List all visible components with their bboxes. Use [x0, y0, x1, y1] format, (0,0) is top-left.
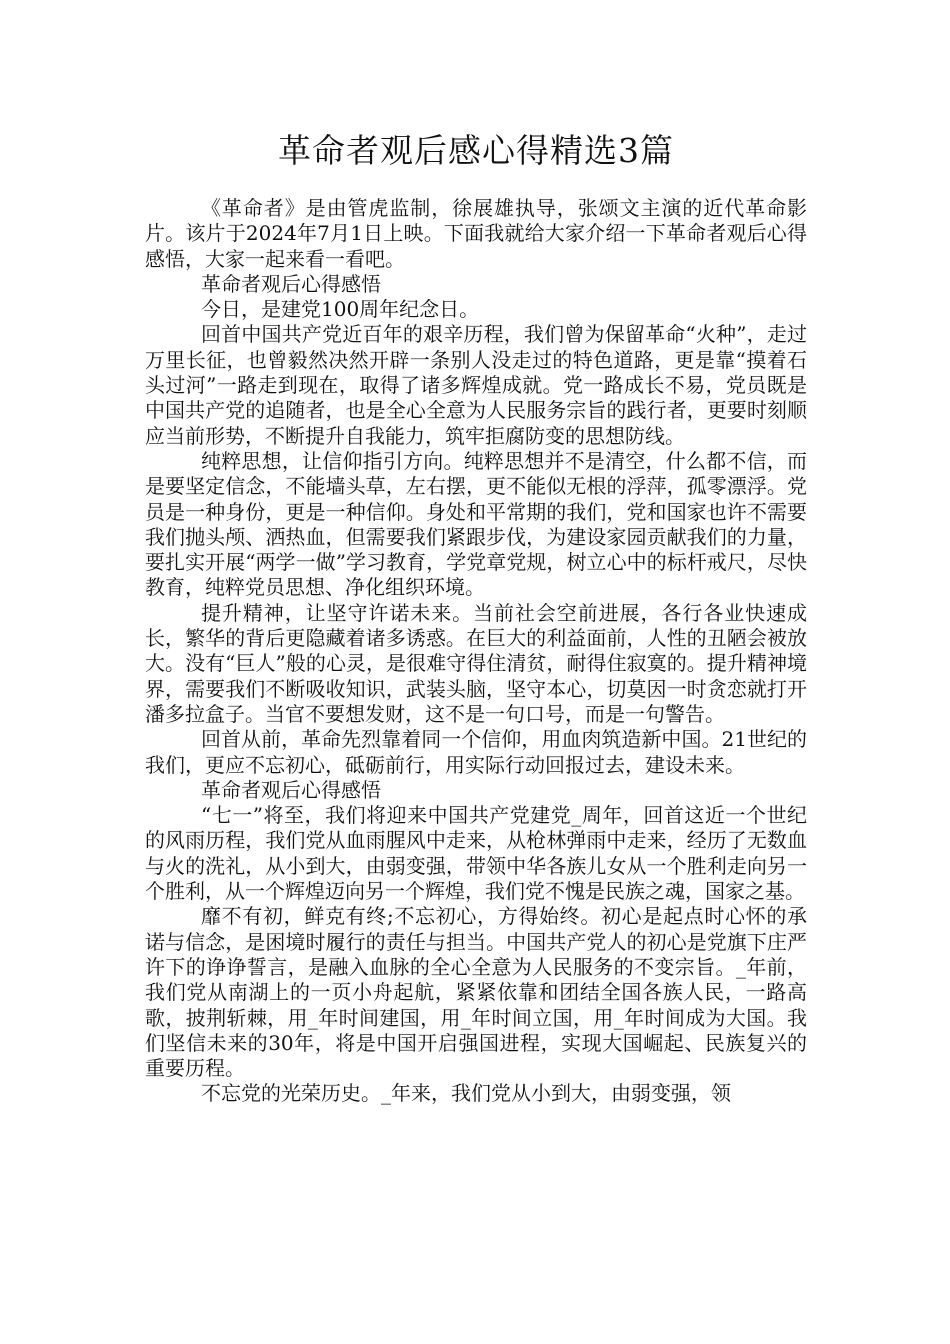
paragraph: 回首从前，革命先烈靠着同一个信仰，用血肉筑造新中国。21世纪的我们，更应不忘初心，砥砺前行，用实际行动回报过去，建设未来。 [145, 727, 807, 777]
document-page [145, 126, 807, 1107]
section-heading: 革命者观后心得感悟 [201, 777, 381, 802]
paragraph: 今日，是建党100周年纪念日。 [201, 297, 480, 322]
paragraph: 纯粹思想，让信仰指引方向。纯粹思想并不是清空，什么都不信，而是要坚定信念，不能墙头草，左右摆，更不能似无根的浮萍，孤零漂浮。党员是一种身份，更是一种信仰。身处和平常期的我们，党和国家也许不需要我们抛头颅、洒热血，但需要我们紧跟步伐，为建设家园贡献我们的力量，要扎实开展“两学一做”学习教育，学党章党规，树立心中的标杆戒尺，尽快教育，纯粹党员思想、净化组织环境。 [145, 448, 807, 600]
paragraph-intro: 《革命者》是由管虎监制，徐展雄执导，张颂文主演的近代革命影片。该片于2024年7月1日上映。下面我就给大家介绍一下革命者观后心得感悟，大家一起来看一看吧。 [145, 196, 807, 271]
paragraph: 靡不有初，鲜克有终;不忘初心，方得始终。初心是起点时心怀的承诺与信念，是困境时履行的责任与担当。中国共产党人的初心是党旗下庄严许下的诤诤誓言，是融入血脉的全心全意为人民服务的不变宗旨。_年前，我们党从南湖上的一页小舟起航，紧紧依靠和团结全国各族人民，一路高歌，披荆斩棘，用_年时间建国，用_年时间立国，用_年时间成为大国。我们坚信未来的30年，将是中国开启强国进程，实现大国崛起、民族复兴的重要历程。 [145, 904, 807, 1081]
section-heading: 革命者观后心得感悟 [201, 271, 381, 296]
paragraph: 回首中国共产党近百年的艰辛历程，我们曾为保留革命“火种”，走过万里长征，也曾毅然决然开辟一条别人没走过的特色道路，更是靠“摸着石头过河”一路走到现在，取得了诸多辉煌成就。党一路成长不易，党员既是中国共产党的追随者，也是全心全意为人民服务宗旨的践行者，更要时刻顺应当前形势，不断提升自我能力，筑牢拒腐防变的思想防线。 [145, 322, 807, 448]
paragraph: 不忘党的光荣历史。_年来，我们党从小到大，由弱变强，领 [201, 1081, 731, 1106]
paragraph: “七一”将至，我们将迎来中国共产党建党_周年，回首这近一个世纪的风雨历程，我们党从血雨腥风中走来，从枪林弹雨中走来，经历了无数血与火的洗礼，从小到大，由弱变强，带领中华各族儿女从一个胜利走向另一个胜利，从一个辉煌迈向另一个辉煌，我们党不愧是民族之魂，国家之基。 [145, 803, 807, 904]
document-title: 革命者观后感心得精选3篇 [278, 131, 674, 170]
paragraph: 提升精神，让坚守许诺未来。当前社会空前进展，各行各业快速成长，繁华的背后更隐藏着诸多诱惑。在巨大的利益面前，人性的丑陋会被放大。没有“巨人”般的心灵，是很难守得住清贫，耐得住寂寞的。提升精神境界，需要我们不断吸收知识，武装头脑，坚守本心，切莫因一时贪恋就打开潘多拉盒子。当官不要想发财，这不是一句口号，而是一句警告。 [145, 600, 807, 726]
document-body [145, 196, 807, 1107]
